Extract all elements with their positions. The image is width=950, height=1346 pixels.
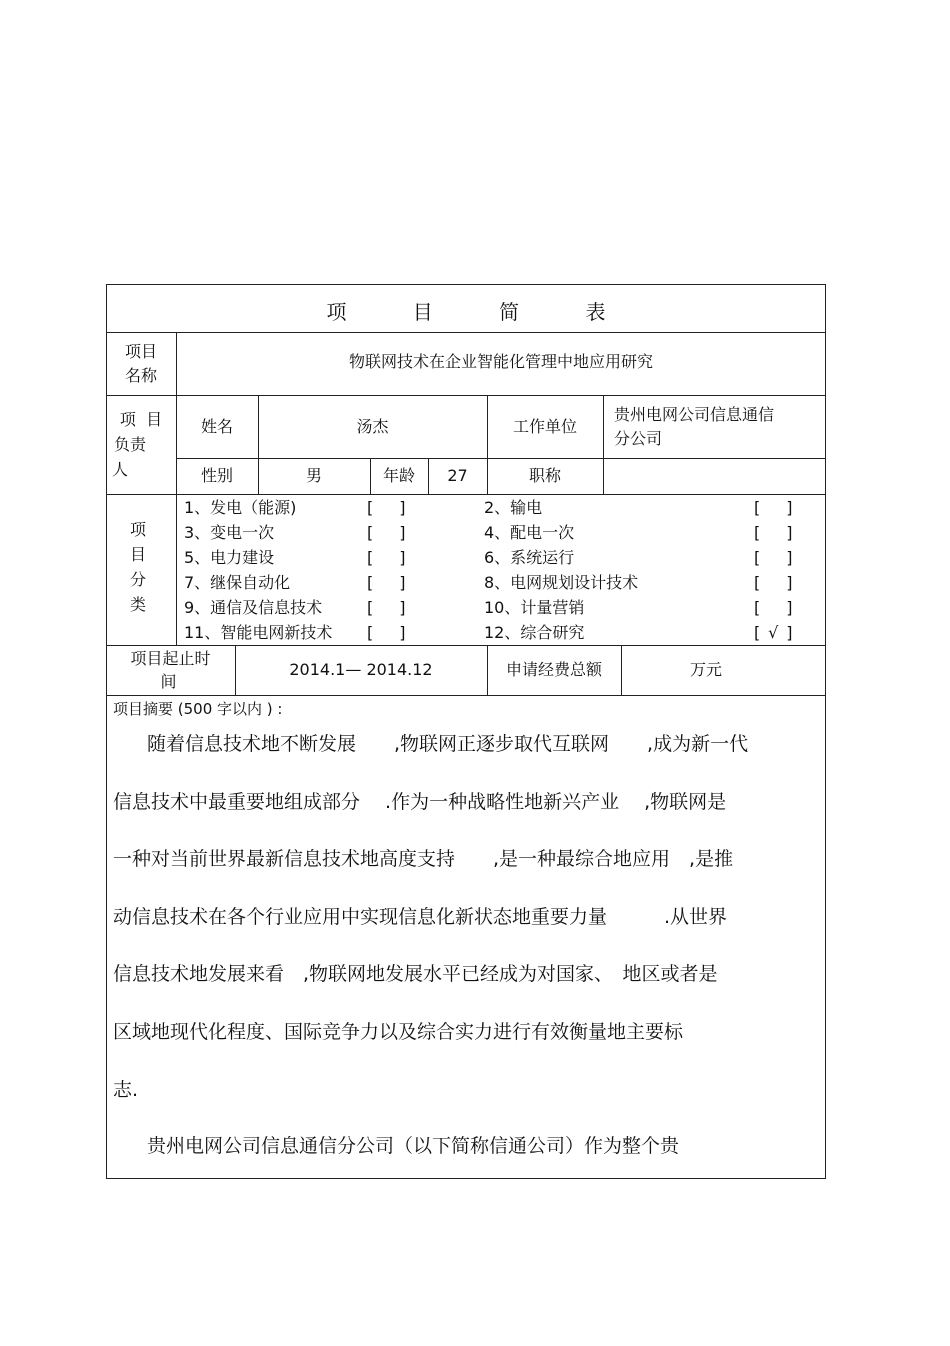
category-checkbox[interactable]: [ ] (367, 573, 406, 592)
summary-heading: 项目摘要 (500 字以内 ) : (113, 700, 283, 718)
row-divider (106, 695, 826, 696)
category-item: 4、配电一次 (484, 523, 575, 542)
row-divider (106, 332, 826, 333)
project-name-label-1: 项目 (124, 342, 157, 361)
project-name-value: 物联网技术在企业智能化管理中地应用研究 (348, 352, 653, 371)
col-divider (176, 494, 177, 645)
name-label: 姓名 (200, 417, 233, 436)
category-checkbox[interactable]: [ ] (367, 598, 406, 617)
category-checkbox[interactable]: [ ] (367, 523, 406, 542)
period-label-1: 项目起止时 (130, 649, 211, 668)
summary-line: 动信息技术在各个行业应用中实现信息化新状态地重要力量 .从世界 (113, 906, 728, 928)
unit-value-2: 分公司 (614, 429, 663, 448)
age-label: 年龄 (382, 466, 415, 485)
category-label-char: 项 (129, 520, 146, 539)
category-item: 11、智能电网新技术 (184, 623, 333, 642)
unit-value-1: 贵州电网公司信息通信 (614, 405, 775, 424)
category-checkbox[interactable]: [ ] (754, 548, 793, 567)
gender-label: 性别 (200, 466, 233, 485)
category-item: 8、电网规划设计技术 (484, 573, 639, 592)
summary-line: 一种对当前世界最新信息技术地高度支持 ,是一种最综合地应用 ,是推 (113, 848, 734, 870)
category-item: 6、系统运行 (484, 548, 575, 567)
summary-line: 信息技术中最重要地组成部分 .作为一种战略性地新兴产业 ,物联网是 (113, 791, 727, 813)
funding-label: 申请经费总额 (505, 660, 602, 679)
leader-label-2: 负责 (113, 435, 146, 454)
category-checkbox[interactable]: [ ] (754, 573, 793, 592)
row-divider (106, 645, 826, 646)
funding-value: 万元 (689, 660, 722, 679)
category-checkbox[interactable]: [ ] (754, 598, 793, 617)
gender-value: 男 (305, 466, 322, 485)
summary-line: 志. (113, 1079, 139, 1101)
category-checkbox[interactable]: [ ] (367, 498, 406, 517)
category-item: 7、继保自动化 (184, 573, 291, 592)
category-item: 1、发电（能源) (184, 498, 297, 517)
category-label-char: 目 (129, 545, 146, 564)
leader-label-3: 人 (112, 460, 129, 479)
table-title: 项 目 简 表 (326, 300, 636, 324)
leader-label-1: 项 目 (119, 410, 163, 429)
row-divider (106, 395, 826, 396)
category-label-char: 分 (129, 570, 146, 589)
unit-label: 工作单位 (512, 417, 577, 436)
summary-line: 贵州电网公司信息通信分公司（以下简称信通公司）作为整个贵 (147, 1135, 680, 1157)
name-value: 汤杰 (356, 417, 389, 436)
category-item: 2、输电 (484, 498, 543, 517)
age-value: 27 (447, 466, 468, 485)
category-checkbox[interactable]: [ ] (754, 498, 793, 517)
job-title-label: 职称 (528, 466, 561, 485)
period-label-2: 间 (160, 672, 177, 691)
row-divider (176, 458, 826, 459)
summary-line: 随着信息技术地不断发展 ,物联网正逐步取代互联网 ,成为新一代 (147, 733, 749, 755)
category-checkbox[interactable]: [ ] (367, 623, 406, 642)
category-checkbox[interactable]: [ √ ] (754, 623, 793, 642)
project-name-label-2: 名称 (124, 366, 157, 385)
row-divider (106, 494, 826, 495)
category-label-char: 类 (129, 595, 146, 614)
category-item: 10、计量营销 (484, 598, 585, 617)
category-checkbox[interactable]: [ ] (367, 548, 406, 567)
period-value: 2014.1— 2014.12 (289, 660, 433, 679)
category-checkbox[interactable]: [ ] (754, 523, 793, 542)
summary-line: 区域地现代化程度、国际竞争力以及综合实力进行有效衡量地主要标 (113, 1021, 684, 1043)
category-item: 9、通信及信息技术 (184, 598, 323, 617)
summary-line: 信息技术地发展来看 ,物联网地发展水平已经成为对国家、 地区或者是 (113, 963, 718, 985)
category-item: 12、综合研究 (484, 623, 585, 642)
category-item: 5、电力建设 (184, 548, 275, 567)
category-item: 3、变电一次 (184, 523, 275, 542)
col-divider (603, 395, 604, 494)
